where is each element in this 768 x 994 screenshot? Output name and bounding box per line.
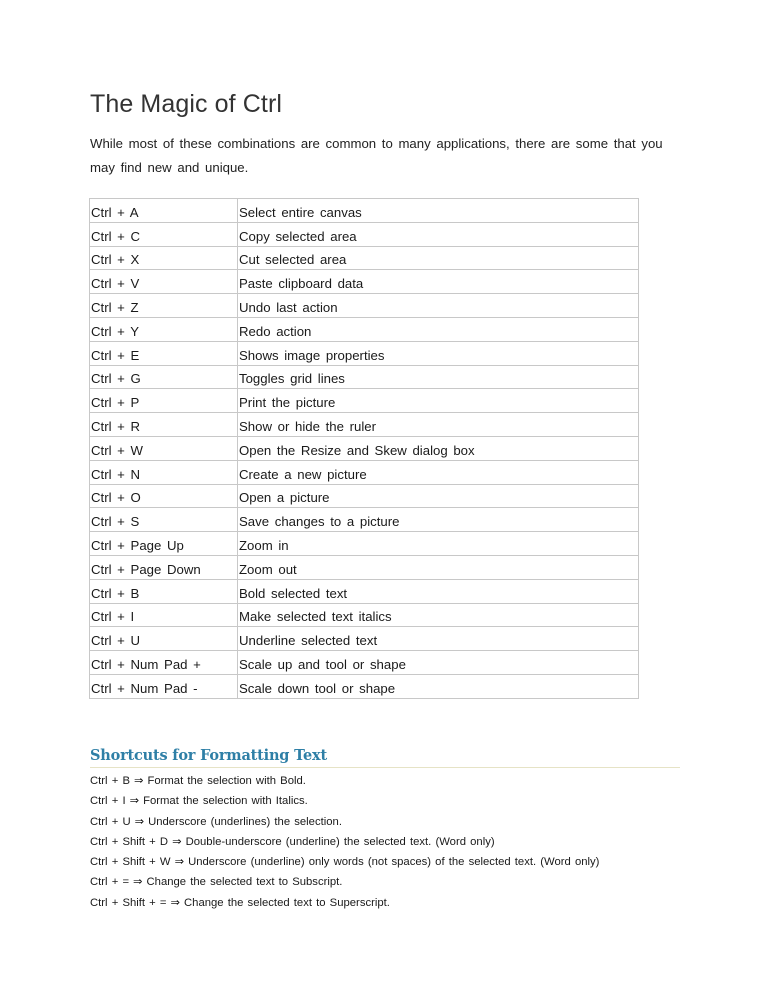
table-row (90, 246, 639, 270)
shortcut-key-cell: Ctrl + Page Up (90, 532, 238, 556)
table-row (90, 199, 639, 223)
shortcut-key-cell: Ctrl + Page Down (90, 555, 238, 579)
table-row (90, 508, 639, 532)
page-title: The Magic of Ctrl (90, 90, 283, 118)
shortcut-action-cell: Underline selected text (238, 627, 639, 651)
shortcut-key-cell: Ctrl + P (90, 389, 238, 413)
format-description: Format the selection with Bold. (147, 775, 306, 787)
shortcut-action-cell: Cut selected area (238, 246, 639, 270)
format-description: Format the selection with Italics. (143, 795, 308, 808)
shortcut-action-cell: Show or hide the ruler (238, 413, 639, 437)
table-row (90, 484, 639, 508)
format-keys: Ctrl + Shift + D (90, 835, 169, 848)
shortcut-key-cell: Ctrl + I (90, 603, 238, 627)
shortcut-key-cell: Ctrl + R (90, 413, 238, 437)
table-row (90, 579, 639, 603)
shortcut-action-cell: Save changes to a picture (238, 508, 639, 532)
shortcut-key-cell: Ctrl + V (90, 270, 238, 294)
table-row (90, 651, 639, 675)
shortcut-action-cell: Create a new picture (238, 460, 639, 484)
list-item (90, 812, 599, 832)
list-item (90, 852, 599, 872)
arrow-icon: ⇒ (133, 775, 144, 787)
shortcut-key-cell: Ctrl + N (90, 460, 238, 484)
shortcut-key-cell: Ctrl + Y (90, 317, 238, 341)
arrow-icon: ⇒ (172, 835, 182, 848)
shortcut-action-cell: Select entire canvas (238, 199, 639, 223)
shortcut-action-cell: Zoom out (238, 555, 639, 579)
shortcut-action-cell: Undo last action (238, 294, 639, 318)
format-description: Underscore (underline) only words (not spaces) of the selected text. (Word only) (188, 856, 600, 869)
table-row (90, 436, 639, 460)
arrow-icon: ⇒ (133, 876, 143, 889)
table-row (90, 627, 639, 651)
format-description: Change the selected text to Subscript. (146, 876, 343, 889)
table-row (90, 365, 639, 389)
shortcut-key-cell: Ctrl + B (90, 579, 238, 603)
shortcut-key-cell: Ctrl + Num Pad - (90, 674, 238, 698)
shortcut-action-cell: Print the picture (238, 389, 639, 413)
shortcut-action-cell: Scale up and tool or shape (238, 651, 639, 675)
arrow-icon: ⇒ (174, 856, 185, 869)
list-item (90, 872, 599, 892)
shortcut-key-cell: Ctrl + A (90, 199, 238, 223)
table-row (90, 389, 639, 413)
table-row (90, 294, 639, 318)
shortcut-key-cell: Ctrl + Z (90, 294, 238, 318)
format-keys: Ctrl + I (90, 795, 126, 808)
format-keys: Ctrl + Shift + = (90, 896, 167, 909)
shortcut-action-cell: Scale down tool or shape (238, 674, 639, 698)
table-row (90, 555, 639, 579)
shortcut-key-cell: Ctrl + U (90, 627, 238, 651)
shortcut-key-cell: Ctrl + G (90, 365, 238, 389)
format-keys: Ctrl + Shift + W (90, 856, 171, 869)
arrow-icon: ⇒ (134, 815, 145, 828)
table-row (90, 532, 639, 556)
shortcut-action-cell: Copy selected area (238, 222, 639, 246)
table-row (90, 603, 639, 627)
table-row (90, 460, 639, 484)
intro-paragraph: While most of these combinations are common to many applications, there are some that you may find new and unique. (90, 136, 663, 175)
shortcut-action-cell: Open the Resize and Skew dialog box (238, 436, 639, 460)
list-item (90, 771, 599, 791)
shortcut-key-cell: Ctrl + X (90, 246, 238, 270)
shortcut-action-cell: Zoom in (238, 532, 639, 556)
format-description: Change the selected text to Superscript. (184, 896, 390, 909)
table-row (90, 674, 639, 698)
shortcut-key-cell: Ctrl + C (90, 222, 238, 246)
shortcut-action-cell: Toggles grid lines (238, 365, 639, 389)
list-item (90, 791, 599, 811)
table-row (90, 317, 639, 341)
table-row (90, 341, 639, 365)
table-row (90, 270, 639, 294)
shortcut-action-cell: Shows image properties (238, 341, 639, 365)
shortcut-action-cell: Make selected text italics (238, 603, 639, 627)
formatting-section-heading: Shortcuts for Formatting Text (90, 747, 680, 768)
format-description: Underscore (underlines) the selection. (148, 815, 342, 828)
list-item (90, 832, 599, 852)
shortcut-key-cell: Ctrl + Num Pad + (90, 651, 238, 675)
table-row (90, 413, 639, 437)
list-item (90, 893, 599, 913)
shortcut-key-cell: Ctrl + O (90, 484, 238, 508)
shortcut-key-cell: Ctrl + W (90, 436, 238, 460)
shortcut-key-cell: Ctrl + E (90, 341, 238, 365)
shortcut-action-cell: Bold selected text (238, 579, 639, 603)
arrow-icon: ⇒ (129, 795, 140, 808)
arrow-icon: ⇒ (170, 896, 180, 909)
shortcut-table-body (90, 199, 639, 699)
formatting-shortcut-list (90, 771, 599, 913)
format-keys: Ctrl + = (90, 876, 130, 889)
shortcut-action-cell: Redo action (238, 317, 639, 341)
shortcut-action-cell: Paste clipboard data (238, 270, 639, 294)
format-description: Double-underscore (underline) the selected text. (Word only) (185, 835, 495, 848)
table-row (90, 222, 639, 246)
shortcut-key-cell: Ctrl + S (90, 508, 238, 532)
shortcut-action-cell: Open a picture (238, 484, 639, 508)
format-keys: Ctrl + U (90, 815, 131, 828)
ctrl-shortcut-table (89, 198, 639, 699)
format-keys: Ctrl + B (90, 775, 130, 787)
